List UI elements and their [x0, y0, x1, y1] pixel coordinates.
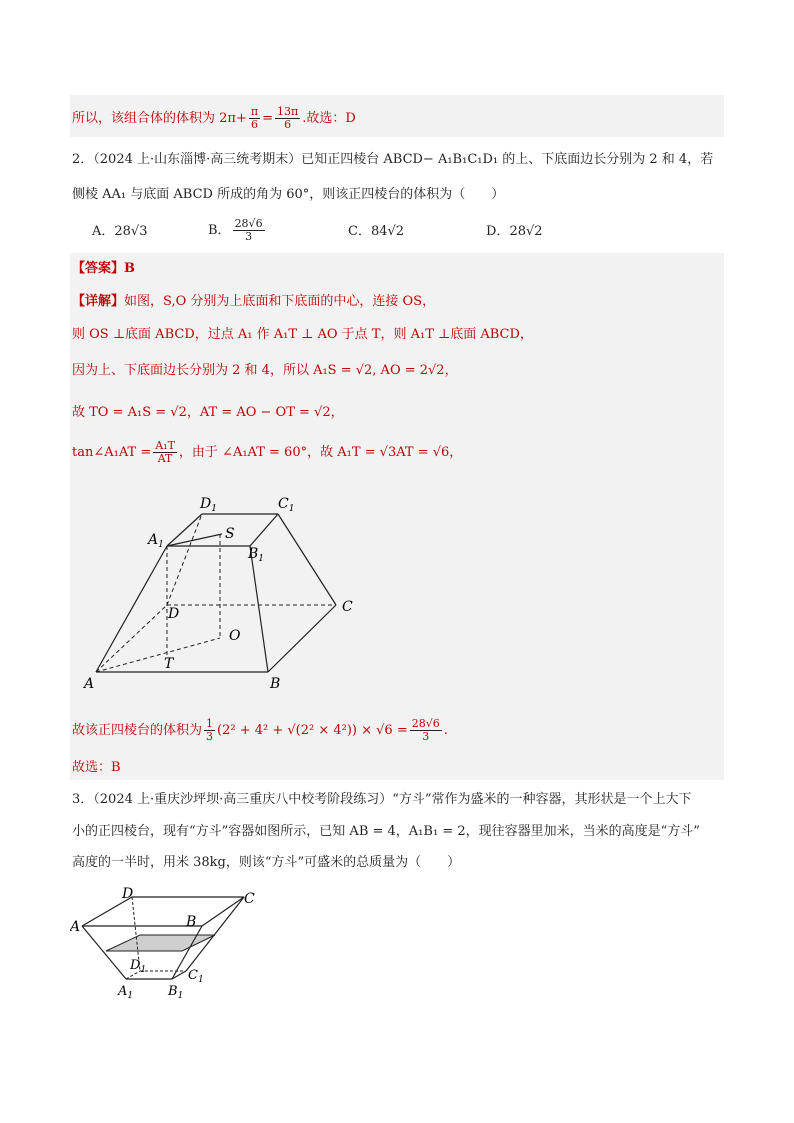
label-c1: $C_1$	[188, 968, 204, 985]
label-d1: $D_1$	[130, 958, 147, 975]
q2-line-2: 侧棱 AA₁ 与底面 ABCD 所成的角为 60°，则该正四棱台的体积为（ ）	[72, 187, 505, 202]
label-a1: $A_1$	[118, 984, 134, 1001]
label-d: D	[168, 606, 180, 622]
final-answer: 故选：B	[72, 760, 121, 775]
label-a1: $A_1$	[148, 532, 164, 550]
detail-line-3: 因为上、下底面边长分别为 2 和 4，所以 A₁S = √2, AO = 2√2，	[72, 363, 458, 378]
q3-line-2: 小的正四棱台，现有“方斗”容器如图所示，已知 AB = 4，A₁B₁ = 2，现往容器里加米，当米的高度是“方斗”	[72, 824, 700, 839]
detail-line-5: tan∠A₁AT = $\frac{\text{A₁T}}{AT}$ ，由于 ∠A₁AT = 60°，故 A₁T = √3AT = √6，	[72, 439, 463, 465]
label-a: A	[84, 676, 95, 690]
rice-surface	[106, 935, 215, 951]
label-s: S	[225, 526, 235, 542]
label-b1: $B_1$	[168, 984, 184, 1001]
q3-line-1: 3．（2024 上·重庆沙坪坝·高三重庆八中校考阶段练习）“方斗”常作为盛米的一种容器，其形状是一个上大下	[72, 792, 692, 807]
label-d: D	[122, 886, 134, 902]
q2-option-b: B． $\frac{28√6}{3}$	[208, 217, 263, 243]
q2-line-1: 2．（2024 上·山东淄博·高三统考期末）已知正四棱台 ABCD− A₁B₁C₁D₁ 的上、下底面边长分别为 2 和 4，若	[72, 152, 714, 167]
label-c: C	[342, 599, 353, 615]
label-t: T	[164, 656, 174, 672]
q2-option-a: A．28√3	[92, 224, 148, 239]
label-o: O	[229, 628, 241, 644]
q2-option-c: C．84√2	[348, 224, 405, 239]
detail-line-4: 故 TO = A₁S = √2，AT = AO − OT = √2，	[72, 405, 344, 420]
label-c: C	[244, 891, 255, 907]
label-a: A	[70, 919, 81, 935]
label-c1: $C_1$	[278, 496, 295, 514]
label-d1: $D_1$	[200, 496, 217, 514]
summary-line: 所以，该组合体的体积为 2π+ $\frac{\pi}{6}$ = $\frac{13\pi}{6}$ .故选：D	[72, 105, 356, 131]
answer-line: 【答案】B	[72, 261, 135, 276]
q2-option-d: D．28√2	[486, 224, 543, 239]
label-b: B	[270, 676, 281, 690]
detail-line-2: 则 OS ⊥底面 ABCD，过点 A₁ 作 A₁T ⊥ AO 于点 T，则 A₁T ⊥底面 ABCD，	[72, 327, 533, 342]
summary-frac-1: $\frac{\pi}{6}$	[250, 105, 259, 131]
frustum-figure	[80, 490, 380, 690]
label-b1: $B_1$	[248, 546, 265, 564]
volume-line: 故该正四棱台的体积为 $\frac{1}{3}$ (2² + 4² + √(2² × 4²)) × √6 = $\frac{28√6}{3}$ .	[72, 717, 448, 743]
summary-frac-2: $\frac{13\pi}{6}$	[277, 105, 299, 131]
fangdou-figure	[70, 885, 270, 1005]
label-b: B	[186, 914, 197, 930]
detail-line-1: 【详解】如图，S,O 分别为上底面和下底面的中心，连接 OS，	[72, 294, 436, 309]
q3-line-3: 高度的一半时，用米 38kg，则该“方斗”可盛米的总质量为（ ）	[72, 855, 461, 870]
